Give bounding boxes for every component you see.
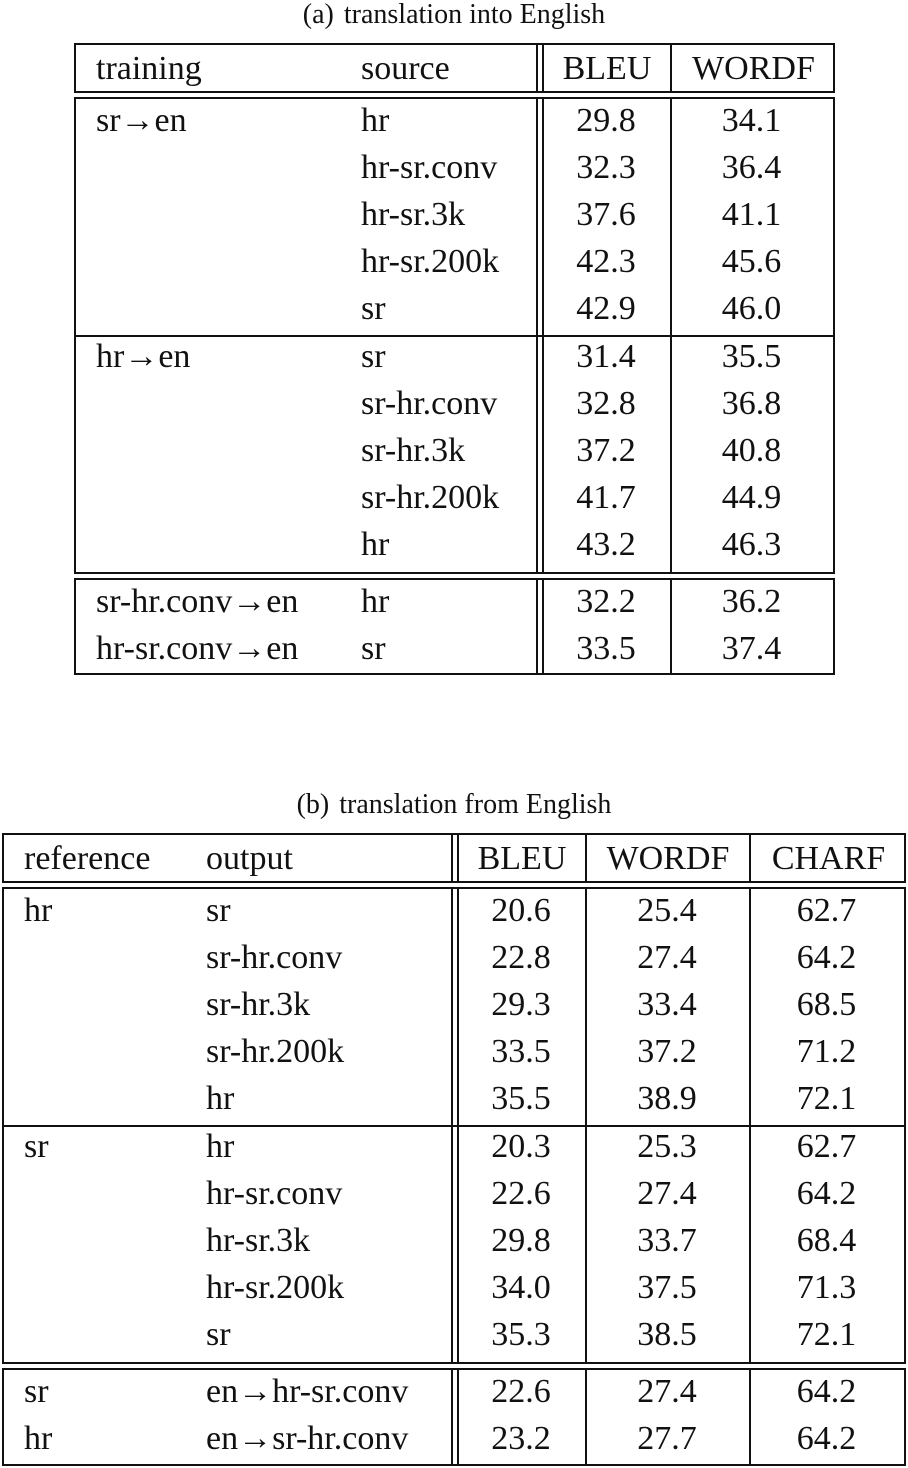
table-b-body-english	[2, 1368, 906, 1466]
cell-source: hr-sr.200k	[361, 243, 500, 280]
cell-charf: 72.1	[796, 1080, 857, 1117]
cell-output: sr	[206, 1316, 231, 1353]
cell-output: sr-hr.conv	[206, 939, 343, 976]
cell-source: sr-hr.3k	[361, 432, 466, 469]
table-b-caption	[0, 790, 908, 820]
cell-reference: sr	[24, 1373, 49, 1410]
header-source: source	[361, 50, 450, 87]
cell-wordf: 35.5	[721, 338, 782, 375]
cell-charf: 71.3	[796, 1269, 857, 1306]
cell-source: sr	[361, 290, 386, 327]
header-charf: CHARF	[771, 840, 886, 877]
cell-source: sr	[361, 338, 386, 375]
cell-bleu: 22.6	[491, 1373, 551, 1410]
table-a	[74, 43, 835, 675]
header-wordf: WORDF	[692, 50, 815, 87]
cell-wordf: 33.4	[637, 986, 697, 1023]
cell-wordf: 34.1	[721, 102, 782, 139]
cell-wordf: 33.7	[637, 1222, 697, 1259]
header-output: output	[206, 840, 293, 877]
cell-bleu: 20.3	[491, 1128, 551, 1165]
cell-reference: hr	[24, 1420, 53, 1457]
cell-bleu: 32.2	[576, 583, 636, 620]
cell-charf: 64.2	[796, 1175, 857, 1212]
cell-wordf: 25.3	[637, 1128, 697, 1165]
table-a-caption-text: translation into English	[343, 0, 606, 30]
cell-bleu: 35.5	[491, 1080, 551, 1117]
cell-bleu: 33.5	[491, 1033, 551, 1070]
cell-wordf: 38.5	[637, 1316, 697, 1353]
cell-source: hr-sr.conv	[361, 149, 498, 186]
cell-bleu: 33.5	[576, 630, 636, 667]
table-a-body-main	[74, 97, 835, 574]
cell-charf: 72.1	[796, 1316, 857, 1353]
cell-wordf: 40.8	[721, 432, 782, 469]
cell-charf: 62.7	[796, 892, 857, 929]
cell-output: sr-hr.3k	[206, 986, 311, 1023]
cell-output: hr	[206, 1080, 235, 1117]
cell-wordf: 46.0	[721, 290, 782, 327]
cell-wordf: 44.9	[721, 479, 782, 516]
cell-source: hr	[361, 526, 390, 563]
cell-wordf: 41.1	[721, 196, 782, 233]
cell-output: hr-sr.conv	[206, 1175, 343, 1212]
cell-bleu: 37.2	[576, 432, 636, 469]
cell-wordf: 27.4	[637, 939, 697, 976]
cell-wordf: 27.7	[637, 1420, 697, 1457]
cell-charf: 71.2	[796, 1033, 857, 1070]
cell-bleu: 42.3	[576, 243, 636, 280]
header-wordf: WORDF	[606, 840, 730, 877]
table-b-caption-text: translation from English	[339, 789, 612, 820]
cell-wordf: 37.5	[637, 1269, 697, 1306]
cell-bleu: 29.8	[576, 102, 636, 139]
table-b-header	[2, 833, 906, 883]
cell-output: en→hr-sr.conv	[206, 1373, 409, 1410]
table-b	[2, 833, 906, 1466]
cell-source: sr	[361, 630, 386, 667]
cell-bleu: 32.8	[576, 385, 636, 422]
cell-wordf: 36.2	[721, 583, 782, 620]
cell-training: hr→en	[96, 338, 191, 375]
cell-wordf: 46.3	[721, 526, 782, 563]
cell-output: hr-sr.200k	[206, 1269, 345, 1306]
cell-charf: 62.7	[796, 1128, 857, 1165]
cell-bleu: 37.6	[576, 196, 636, 233]
cell-source: sr-hr.200k	[361, 479, 500, 516]
cell-bleu: 22.8	[491, 939, 551, 976]
header-reference: reference	[24, 840, 151, 877]
cell-bleu: 29.3	[491, 986, 551, 1023]
table-a-caption	[0, 0, 908, 30]
cell-output: sr-hr.200k	[206, 1033, 345, 1070]
cell-wordf: 27.4	[637, 1373, 697, 1410]
cell-training: sr-hr.conv→en	[96, 583, 299, 620]
cell-charf: 68.5	[796, 986, 857, 1023]
cell-bleu: 23.2	[491, 1420, 551, 1457]
cell-output: hr-sr.3k	[206, 1222, 311, 1259]
cell-bleu: 43.2	[576, 526, 636, 563]
cell-wordf: 36.4	[721, 149, 782, 186]
cell-charf: 68.4	[796, 1222, 857, 1259]
cell-bleu: 34.0	[491, 1269, 551, 1306]
cell-charf: 64.2	[796, 1420, 857, 1457]
cell-wordf: 38.9	[637, 1080, 697, 1117]
cell-bleu: 31.4	[576, 338, 636, 375]
cell-source: hr	[361, 102, 390, 139]
cell-output: sr	[206, 892, 231, 929]
cell-bleu: 35.3	[491, 1316, 551, 1353]
cell-bleu: 20.6	[491, 892, 551, 929]
header-bleu: BLEU	[477, 840, 567, 877]
cell-charf: 64.2	[796, 1373, 857, 1410]
table-b-body-main	[2, 887, 906, 1364]
cell-reference: sr	[24, 1128, 49, 1165]
cell-source: sr-hr.conv	[361, 385, 498, 422]
header-training: training	[96, 50, 202, 87]
cell-wordf: 37.2	[637, 1033, 697, 1070]
cell-wordf: 27.4	[637, 1175, 697, 1212]
cell-bleu: 42.9	[576, 290, 636, 327]
cell-output: en→sr-hr.conv	[206, 1420, 409, 1457]
cell-wordf: 25.4	[637, 892, 697, 929]
table-a-body-converted	[74, 578, 835, 675]
cell-wordf: 45.6	[721, 243, 782, 280]
table-a-label: (a)	[302, 0, 334, 30]
table-b-label: (b)	[296, 789, 330, 820]
cell-reference: hr	[24, 892, 53, 929]
cell-source: hr-sr.3k	[361, 196, 466, 233]
cell-training: sr→en	[96, 102, 187, 139]
cell-bleu: 32.3	[576, 149, 636, 186]
cell-training: hr-sr.conv→en	[96, 630, 299, 667]
cell-bleu: 29.8	[491, 1222, 551, 1259]
cell-charf: 64.2	[796, 939, 857, 976]
table-a-header	[74, 43, 835, 93]
cell-wordf: 36.8	[721, 385, 782, 422]
cell-source: hr	[361, 583, 390, 620]
cell-output: hr	[206, 1128, 235, 1165]
header-bleu: BLEU	[562, 50, 652, 87]
cell-wordf: 37.4	[721, 630, 782, 667]
cell-bleu: 22.6	[491, 1175, 551, 1212]
cell-bleu: 41.7	[576, 479, 636, 516]
